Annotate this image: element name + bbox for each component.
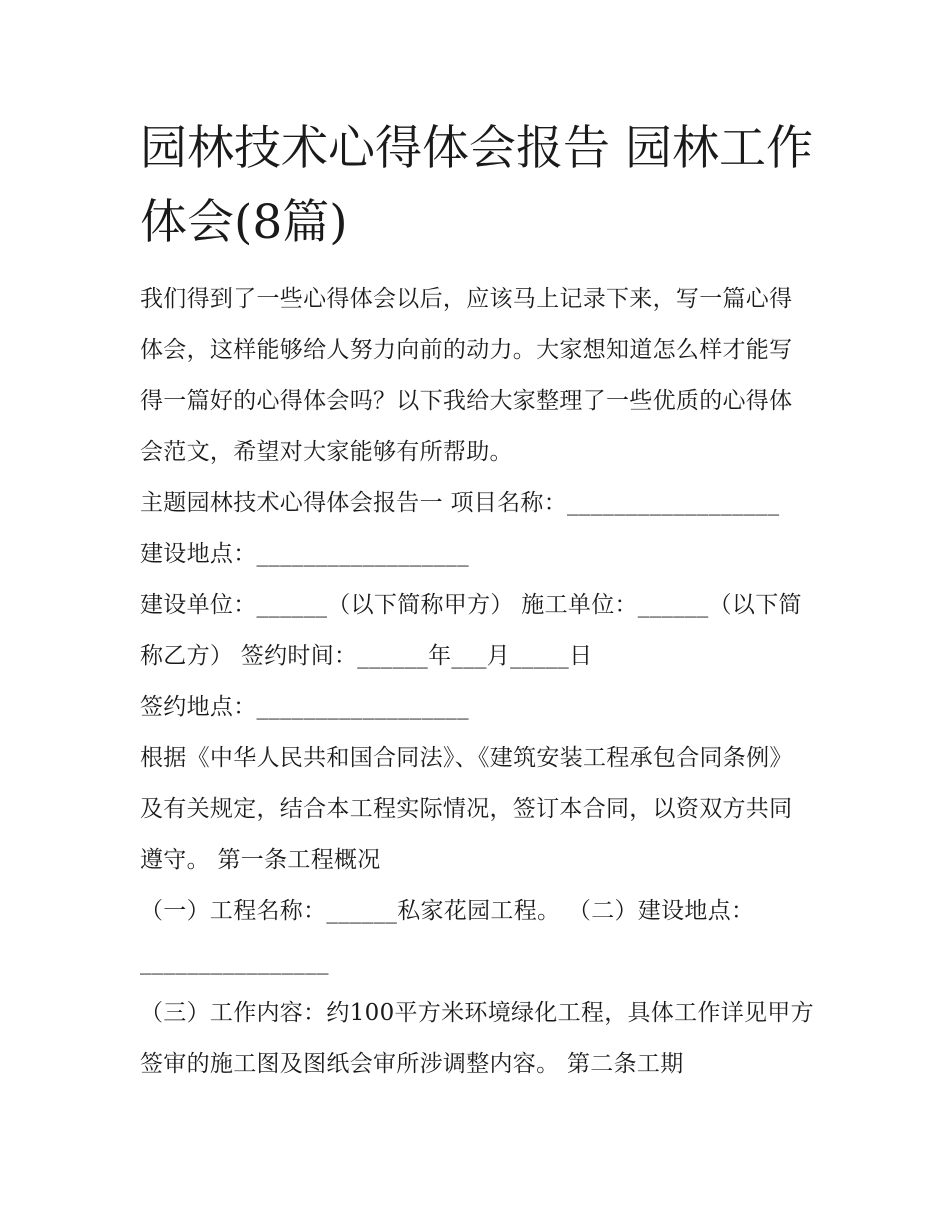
work-content-paragraph: （三）工作内容：约100平方米环境绿化工程，具体工作详见甲方签审的施工图及图纸会审所涉调整内容。 第二条工期 xyxy=(140,1000,814,1077)
parties-line: 建设单位：______（以下简称甲方） 施工单位：______（以下简称乙方） 签约时间：______年___月_____日 xyxy=(140,592,802,669)
document-title: 园林技术心得体会报告 园林工作体会(8篇) xyxy=(140,121,813,250)
signing-place-line: 签约地点：__________________ xyxy=(140,694,469,720)
document-page xyxy=(140,112,815,1090)
intro-paragraph: 我们得到了一些心得体会以后，应该马上记录下来，写一篇心得体会，这样能够给人努力向前的动力。大家想知道怎么样才能写得一篇好的心得体会吗？以下我给大家整理了一些优质的心得体会范文，希望对大家能够有所帮助。 xyxy=(140,286,793,465)
construction-site-line: 建设地点：__________________ xyxy=(140,541,469,567)
legal-basis-paragraph: 根据《中华人民共和国合同法》、《建筑安装工程承包合同条例》及有关规定，结合本工程实际情况，签订本合同，以资双方共同遵守。 第一条工程概况 xyxy=(140,745,793,873)
project-name-line: 主题园林技术心得体会报告一 项目名称：__________________ xyxy=(140,490,780,516)
project-name-site-paragraph: （一）工程名称：______私家花园工程。 （二）建设地点：________________ xyxy=(140,898,755,975)
